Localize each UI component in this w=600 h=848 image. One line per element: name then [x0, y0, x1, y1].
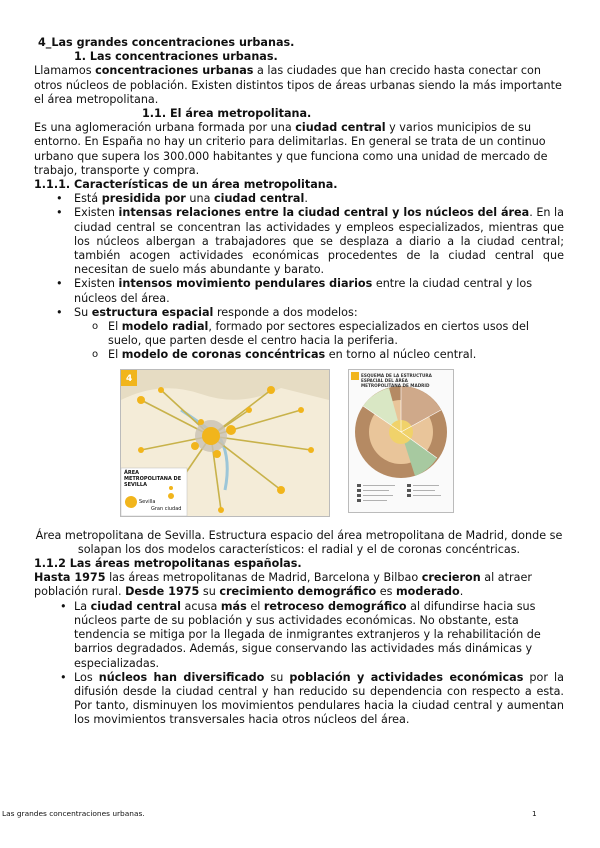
bold-term: estructura espacial	[91, 305, 214, 319]
text: .	[304, 192, 308, 206]
text: El	[108, 348, 122, 362]
bold-term: presidida por	[101, 192, 186, 206]
model-list	[34, 320, 564, 363]
figure-caption: Área metropolitana de Sevilla. Estructura espacio del área metropolitana de Madrid, donde se solapan los dos modelos característicos: el radial y el de coronas concéntricas.	[35, 528, 563, 556]
text: el	[246, 599, 264, 613]
text: y varios municipios de su entorno. En España no hay un criterio para delimitarlas. En general se trata de un continuo urbano que supera los 300.000 habitantes y que funciona como una unidad de mercado de trabajo, transporte y compra.	[34, 121, 548, 177]
history-paragraph	[34, 571, 564, 599]
intro-paragraph	[34, 64, 564, 107]
map-legend-title: ÁREA METROPOLITANA DE SEVILLA	[124, 469, 182, 488]
sevilla-map-figure	[120, 369, 330, 517]
text: su	[199, 585, 220, 599]
text: al difundirse hacia sus núcleos parte de su población y sus actividades económicas. No obstante, esta tendencia se mitiga por la llegada de inmigrantes extranjeros y la rehabilitación de barrios degradados. Además, sigue conservando las actividades más dinámicas y especializadas.	[74, 599, 541, 670]
map-legend-item: Sevilla	[139, 498, 156, 505]
text: en torno al núcleo central.	[325, 348, 477, 362]
list-item	[34, 671, 564, 728]
text: al atraer población rural.	[34, 571, 532, 599]
definition-paragraph	[34, 121, 564, 178]
text: Los	[74, 670, 99, 684]
concentric-model-diagram	[349, 370, 453, 512]
text: es	[376, 585, 396, 599]
text: .	[459, 585, 464, 599]
text: acusa	[180, 599, 221, 613]
text: Está	[74, 192, 102, 206]
sevilla-map-illustration	[121, 370, 329, 516]
text: , formado por sectores especializados en ciertos usos del suelo, que parten desde el centro hacia la periferia.	[108, 320, 529, 348]
text: Su	[74, 305, 92, 319]
bold-term: crecieron	[421, 571, 481, 585]
figure-number: 4	[126, 373, 133, 384]
text: . En la ciudad central se concentran las actividades y empleos especializados, mientras que los núcleos albergan a trabajadores que se desplaza a diario a la ciudad central; también acogen actividades económicas procedentes de la ciudad central que necesitan de suelo más abundante y barato.	[74, 206, 564, 277]
text: a las ciudades que han crecido hasta conectar con otros núcleos de población. Existen distintos tipos de áreas urbanas siendo la más importante el área metropolitana.	[34, 64, 562, 106]
spanish-areas-list	[34, 600, 564, 728]
page-number: 1	[532, 809, 537, 818]
characteristics-heading: 1.1.1. Características de un área metropolitana.	[34, 178, 338, 192]
main-heading: 4_Las grandes concentraciones urbanas.	[38, 36, 295, 49]
list-item	[34, 320, 564, 348]
madrid-structure-figure	[348, 369, 454, 513]
bold-term: crecimiento demográfico	[219, 585, 377, 599]
bold-term: población y actividades económicas	[289, 670, 524, 684]
text: Llamamos	[34, 64, 96, 78]
text: La	[74, 599, 91, 613]
subsection-heading: 1.1. El área metropolitana.	[142, 107, 312, 121]
bold-term: Hasta 1975	[34, 571, 106, 585]
bold-term: ciudad central	[90, 599, 181, 613]
text: una	[185, 192, 214, 206]
text: las áreas metropolitanas de Madrid, Barcelona y Bilbao	[105, 571, 422, 585]
text: por la difusión desde la ciudad central y han reducido su dependencia con respecto a esta. Por tanto, disminuyen los movimientos pendulares hacia la ciudad central y aumentan los movimientos transversales hacia otros núcleos del área.	[74, 670, 565, 727]
bold-term: ciudad central	[295, 121, 386, 135]
text: Existen	[74, 277, 119, 291]
list-item	[34, 600, 564, 671]
footer-title: Las grandes concentraciones urbanas.	[2, 809, 145, 818]
text: Existen	[74, 206, 119, 220]
bold-term: modelo radial	[121, 320, 209, 334]
diagram-title: ESQUEMA DE LA ESTRUCTURA ESPACIAL DEL ÁREA METROPOLITANA DE MADRID	[361, 372, 432, 388]
list-item	[34, 306, 564, 320]
bold-term: intensas relaciones entre la ciudad central y los núcleos del área	[118, 206, 530, 220]
bold-term: más	[220, 599, 247, 613]
list-item	[34, 348, 564, 362]
bold-term: ciudad central	[213, 192, 305, 206]
figures-row	[34, 369, 564, 519]
bold-term: núcleos han diversificado	[98, 670, 265, 684]
section-heading: 1. Las concentraciones urbanas.	[74, 50, 278, 64]
map-legend-item: Gran ciudad	[151, 505, 182, 512]
spanish-areas-heading: 1.1.2 Las áreas metropolitanas españolas.	[34, 557, 302, 571]
text: responde a dos modelos:	[213, 305, 358, 319]
bold-term: moderado	[396, 585, 460, 599]
bold-term: modelo de coronas concéntricas	[121, 348, 326, 362]
list-item	[34, 192, 564, 206]
bold-term: intensos movimiento pendulares diarios	[118, 277, 373, 291]
characteristics-list	[34, 192, 564, 320]
text: Es una aglomeración urbana formada por una	[34, 121, 296, 135]
list-item	[34, 206, 564, 277]
bold-term: concentraciones urbanas	[95, 64, 254, 78]
bold-term: Desde 1975	[125, 585, 200, 599]
list-item	[34, 277, 564, 305]
text: El	[108, 320, 122, 334]
text: su	[264, 670, 290, 684]
document-page	[34, 36, 564, 728]
bold-term: retroceso demográfico	[263, 599, 407, 613]
text: entre la ciudad central y los núcleos del área.	[74, 277, 533, 305]
